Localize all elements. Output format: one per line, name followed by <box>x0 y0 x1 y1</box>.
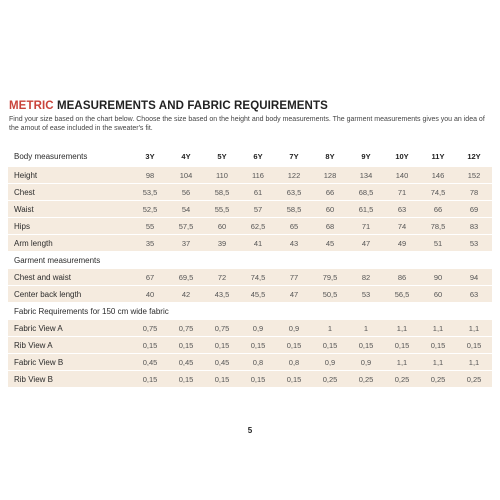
size-header-cell: 5Y <box>204 146 240 166</box>
page-title <box>9 100 328 112</box>
table-cell: 53 <box>348 286 384 302</box>
size-header-cell: 6Y <box>240 146 276 166</box>
table-cell: 0,15 <box>240 337 276 353</box>
table-cell: 63 <box>456 286 492 302</box>
table-cell: 1 <box>312 320 348 336</box>
table-cell: 104 <box>168 167 204 183</box>
table-cell: 49 <box>384 235 420 251</box>
table-cell: 0,15 <box>132 337 168 353</box>
table-cell: 35 <box>132 235 168 251</box>
row-label: Arm length <box>8 235 132 251</box>
table-cell: 71 <box>348 218 384 234</box>
table-cell: 0,8 <box>276 354 312 370</box>
table-cell: 39 <box>204 235 240 251</box>
row-label: Waist <box>8 201 132 217</box>
table-cell: 61 <box>240 184 276 200</box>
table-cell: 63,5 <box>276 184 312 200</box>
table-cell: 69 <box>456 201 492 217</box>
table-cell: 0,75 <box>204 320 240 336</box>
table-cell: 72 <box>204 269 240 285</box>
table-cell: 0,25 <box>420 371 456 387</box>
size-chart-body <box>8 146 492 387</box>
table-cell: 0,25 <box>348 371 384 387</box>
table-cell: 58,5 <box>204 184 240 200</box>
table-cell: 50,5 <box>312 286 348 302</box>
size-header-cell: 9Y <box>348 146 384 166</box>
table-cell: 45,5 <box>240 286 276 302</box>
table-cell: 78,5 <box>420 218 456 234</box>
table-cell: 0,75 <box>168 320 204 336</box>
table-cell: 128 <box>312 167 348 183</box>
table-cell: 0,15 <box>168 337 204 353</box>
table-cell: 0,15 <box>312 337 348 353</box>
table-cell: 74,5 <box>420 184 456 200</box>
table-cell: 71 <box>384 184 420 200</box>
table-cell: 0,15 <box>240 371 276 387</box>
size-header-cell: 7Y <box>276 146 312 166</box>
size-header-cell: 8Y <box>312 146 348 166</box>
table-cell: 1,1 <box>456 354 492 370</box>
table-row <box>8 184 492 200</box>
table-cell: 122 <box>276 167 312 183</box>
table-cell: 58,5 <box>276 201 312 217</box>
table-cell: 0,15 <box>384 337 420 353</box>
size-header-row <box>8 146 492 166</box>
table-cell: 65 <box>276 218 312 234</box>
table-row <box>8 354 492 370</box>
table-row <box>8 201 492 217</box>
body-measurements-heading: Body measurements <box>8 146 132 166</box>
table-cell: 152 <box>456 167 492 183</box>
page-number: 5 <box>247 426 253 435</box>
intro-paragraph: Find your size based on the chart below. Choose the size based on the height and body measurements. The garment measurements gives you an idea of the amout of ease included in the sweater's fit. <box>9 116 485 132</box>
section-heading: Garment measurements <box>8 252 492 268</box>
table-cell: 140 <box>384 167 420 183</box>
table-cell: 0,9 <box>240 320 276 336</box>
section-heading-row <box>8 303 492 319</box>
table-cell: 0,45 <box>132 354 168 370</box>
table-cell: 78 <box>456 184 492 200</box>
table-cell: 0,9 <box>312 354 348 370</box>
row-label: Center back length <box>8 286 132 302</box>
table-cell: 68 <box>312 218 348 234</box>
table-cell: 52,5 <box>132 201 168 217</box>
table-row <box>8 320 492 336</box>
section-heading: Fabric Requirements for 150 cm wide fabric <box>8 303 492 319</box>
table-cell: 1,1 <box>384 320 420 336</box>
table-cell: 0,25 <box>384 371 420 387</box>
table-row <box>8 218 492 234</box>
table-cell: 0,25 <box>456 371 492 387</box>
table-cell: 60 <box>312 201 348 217</box>
table-cell: 43 <box>276 235 312 251</box>
table-cell: 1,1 <box>456 320 492 336</box>
table-cell: 43,5 <box>204 286 240 302</box>
table-cell: 134 <box>348 167 384 183</box>
table-cell: 1,1 <box>420 354 456 370</box>
table-cell: 54 <box>168 201 204 217</box>
table-cell: 1 <box>348 320 384 336</box>
table-cell: 0,15 <box>168 371 204 387</box>
table-cell: 0,25 <box>312 371 348 387</box>
table-cell: 83 <box>456 218 492 234</box>
table-cell: 66 <box>312 184 348 200</box>
title-accent: METRIC <box>9 100 54 112</box>
table-cell: 56 <box>168 184 204 200</box>
table-cell: 0,45 <box>168 354 204 370</box>
table-cell: 74 <box>384 218 420 234</box>
table-cell: 57,5 <box>168 218 204 234</box>
size-header-cell: 4Y <box>168 146 204 166</box>
table-cell: 0,9 <box>276 320 312 336</box>
table-row <box>8 337 492 353</box>
table-cell: 82 <box>348 269 384 285</box>
row-label: Chest and waist <box>8 269 132 285</box>
row-label: Hips <box>8 218 132 234</box>
table-cell: 0,75 <box>132 320 168 336</box>
table-cell: 0,15 <box>204 371 240 387</box>
table-cell: 0,9 <box>348 354 384 370</box>
table-row <box>8 167 492 183</box>
table-cell: 67 <box>132 269 168 285</box>
section-heading-row <box>8 252 492 268</box>
table-row <box>8 269 492 285</box>
table-cell: 0,15 <box>456 337 492 353</box>
table-cell: 51 <box>420 235 456 251</box>
table-cell: 1,1 <box>384 354 420 370</box>
table-cell: 0,15 <box>420 337 456 353</box>
table-cell: 66 <box>420 201 456 217</box>
row-label: Rib View A <box>8 337 132 353</box>
row-label: Fabric View B <box>8 354 132 370</box>
row-label: Rib View B <box>8 371 132 387</box>
table-cell: 53 <box>456 235 492 251</box>
size-header-cell: 10Y <box>384 146 420 166</box>
table-cell: 0,45 <box>204 354 240 370</box>
table-cell: 57 <box>240 201 276 217</box>
table-cell: 55 <box>132 218 168 234</box>
table-cell: 110 <box>204 167 240 183</box>
title-rest: MEASUREMENTS AND FABRIC REQUIREMENTS <box>53 100 328 112</box>
table-cell: 1,1 <box>420 320 456 336</box>
table-cell: 86 <box>384 269 420 285</box>
table-cell: 62,5 <box>240 218 276 234</box>
table-cell: 60 <box>204 218 240 234</box>
table-cell: 0,8 <box>240 354 276 370</box>
table-cell: 90 <box>420 269 456 285</box>
table-cell: 69,5 <box>168 269 204 285</box>
size-header-cell: 11Y <box>420 146 456 166</box>
size-header-cell: 3Y <box>132 146 168 166</box>
table-cell: 41 <box>240 235 276 251</box>
table-cell: 0,15 <box>204 337 240 353</box>
table-cell: 55,5 <box>204 201 240 217</box>
size-chart-table <box>8 145 492 388</box>
table-row <box>8 371 492 387</box>
table-cell: 0,15 <box>132 371 168 387</box>
row-label: Height <box>8 167 132 183</box>
table-cell: 47 <box>276 286 312 302</box>
table-row <box>8 286 492 302</box>
row-label: Fabric View A <box>8 320 132 336</box>
table-cell: 94 <box>456 269 492 285</box>
table-cell: 61,5 <box>348 201 384 217</box>
table-cell: 37 <box>168 235 204 251</box>
table-cell: 74,5 <box>240 269 276 285</box>
table-cell: 0,15 <box>276 371 312 387</box>
table-cell: 45 <box>312 235 348 251</box>
table-cell: 0,15 <box>348 337 384 353</box>
table-cell: 56,5 <box>384 286 420 302</box>
table-cell: 68,5 <box>348 184 384 200</box>
table-cell: 60 <box>420 286 456 302</box>
table-cell: 47 <box>348 235 384 251</box>
table-cell: 79,5 <box>312 269 348 285</box>
table-cell: 40 <box>132 286 168 302</box>
table-cell: 63 <box>384 201 420 217</box>
size-header-cell: 12Y <box>456 146 492 166</box>
table-cell: 53,5 <box>132 184 168 200</box>
table-cell: 98 <box>132 167 168 183</box>
table-cell: 42 <box>168 286 204 302</box>
table-row <box>8 235 492 251</box>
table-cell: 0,15 <box>276 337 312 353</box>
table-cell: 77 <box>276 269 312 285</box>
table-cell: 146 <box>420 167 456 183</box>
row-label: Chest <box>8 184 132 200</box>
table-cell: 116 <box>240 167 276 183</box>
